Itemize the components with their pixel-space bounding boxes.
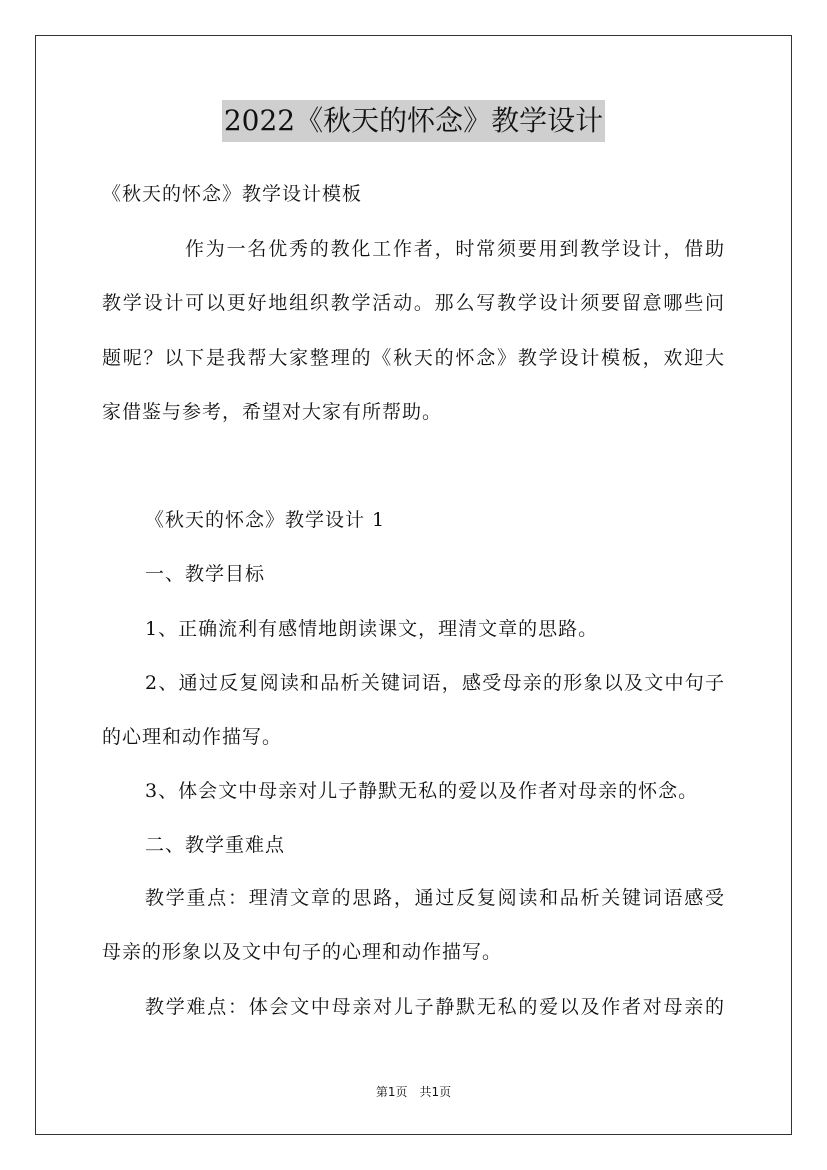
goal-1: 1、正确流利有感情地朗读课文，理清文章的思路。	[145, 618, 599, 640]
goal-2-line-1: 2、通过反复阅读和品析关键词语，感受母亲的形象以及文中句子	[145, 672, 725, 694]
key-point-line-1: 教学重点：理清文章的思路，通过反复阅读和品析关键词语感受	[145, 887, 725, 909]
subtitle: 《秋天的怀念》教学设计模板	[102, 183, 363, 205]
heading-key-points: 二、教学重难点	[145, 834, 286, 856]
page-footer: 第1页 共1页	[375, 1085, 452, 1099]
goal-2-line-2: 的心理和动作描写。	[102, 726, 283, 748]
goal-3: 3、体会文中母亲对儿子静默无私的爱以及作者对母亲的怀念。	[145, 780, 699, 802]
section-title: 《秋天的怀念》教学设计 1	[145, 509, 386, 531]
intro-line-3: 题呢？以下是我帮大家整理的《秋天的怀念》教学设计模板，欢迎大	[102, 347, 725, 369]
key-point-line-2: 母亲的形象以及文中句子的心理和动作描写。	[102, 941, 503, 963]
heading-teaching-goals: 一、教学目标	[145, 563, 266, 585]
intro-line-1: 作为一名优秀的教化工作者，时常须要用到教学设计，借助	[185, 238, 725, 260]
title-wrap	[0, 100, 827, 142]
document-title: 2022《秋天的怀念》教学设计	[222, 100, 605, 142]
intro-line-4: 家借鉴与参考，希望对大家有所帮助。	[102, 401, 443, 423]
intro-line-2: 教学设计可以更好地组织教学活动。那么写教学设计须要留意哪些问	[102, 292, 725, 314]
difficulty-line-1: 教学难点：体会文中母亲对儿子静默无私的爱以及作者对母亲的	[145, 996, 725, 1018]
